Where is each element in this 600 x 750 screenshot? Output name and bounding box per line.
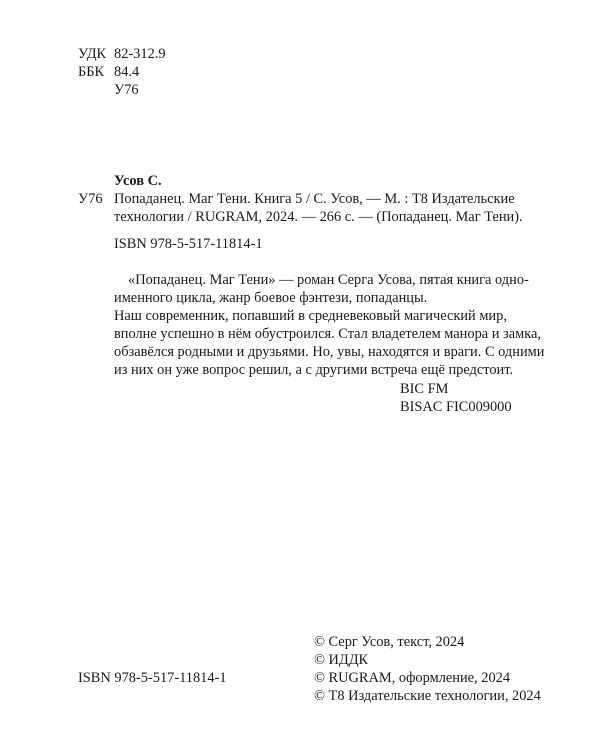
annotation-p2-line1: Наш современник, попавший в средневековый магический мир, xyxy=(114,308,507,324)
description-line-1: Попаданец. Маг Тени. Книга 5 / С. Усов, — М. : T8 Издательские xyxy=(114,191,515,207)
bbk-label: ББК xyxy=(78,64,105,80)
annotation-p1-line2: именного цикла, жанр боевое фэнтези, попаданцы. xyxy=(114,290,428,306)
classification-block xyxy=(78,45,166,99)
annotation-paragraph-1 xyxy=(114,271,529,307)
annotation-p2-line4: из них он уже вопрос решил, а с другими встреча ещё предстоит. xyxy=(114,362,514,378)
copyright-line: © Серг Усов, текст, 2024 xyxy=(314,634,465,650)
udk-value: 82-312.9 xyxy=(114,46,166,62)
author-mark-side: У76 xyxy=(78,191,103,207)
annotation xyxy=(114,271,545,379)
annotation-p1-line1: «Попаданец. Маг Тени» — роман Серга Усова, пятая книга одно- xyxy=(128,272,529,288)
annotation-p2-line2: вполне успешно в нём обустроился. Стал владетелем манора и замка, xyxy=(114,326,541,342)
copyright-line: © Т8 Издательские технологии, 2024 xyxy=(314,688,541,704)
bbk-row xyxy=(78,63,166,81)
copyright-block xyxy=(314,633,541,705)
annotation-paragraph-2 xyxy=(114,307,545,379)
isbn-footer: ISBN 978-5-517-11814-1 xyxy=(78,670,227,686)
copyright-line: © RUGRAM, оформление, 2024 xyxy=(314,670,511,686)
copyright-line: © ИДДК xyxy=(314,652,369,668)
subject-codes xyxy=(400,380,512,416)
bisac-code: BISAC FIC009000 xyxy=(400,399,512,415)
bibliographic-description xyxy=(114,190,523,226)
udk-row xyxy=(78,45,166,63)
description-line-2: технологии / RUGRAM, 2024. — 266 с. — (Попаданец. Маг Тени). xyxy=(114,209,523,225)
udk-label: УДК xyxy=(78,46,107,62)
isbn-entry: ISBN 978-5-517-11814-1 xyxy=(114,236,263,252)
author-mark-top: У76 xyxy=(114,82,139,98)
bbk-value: 84.4 xyxy=(114,64,140,80)
annotation-p2-line3: обзавёлся родными и друзьями. Но, увы, находятся и враги. С одними xyxy=(114,344,545,360)
author-mark-row xyxy=(78,81,166,99)
author-heading: Усов С. xyxy=(114,173,162,189)
bic-code: BIC FM xyxy=(400,381,449,397)
